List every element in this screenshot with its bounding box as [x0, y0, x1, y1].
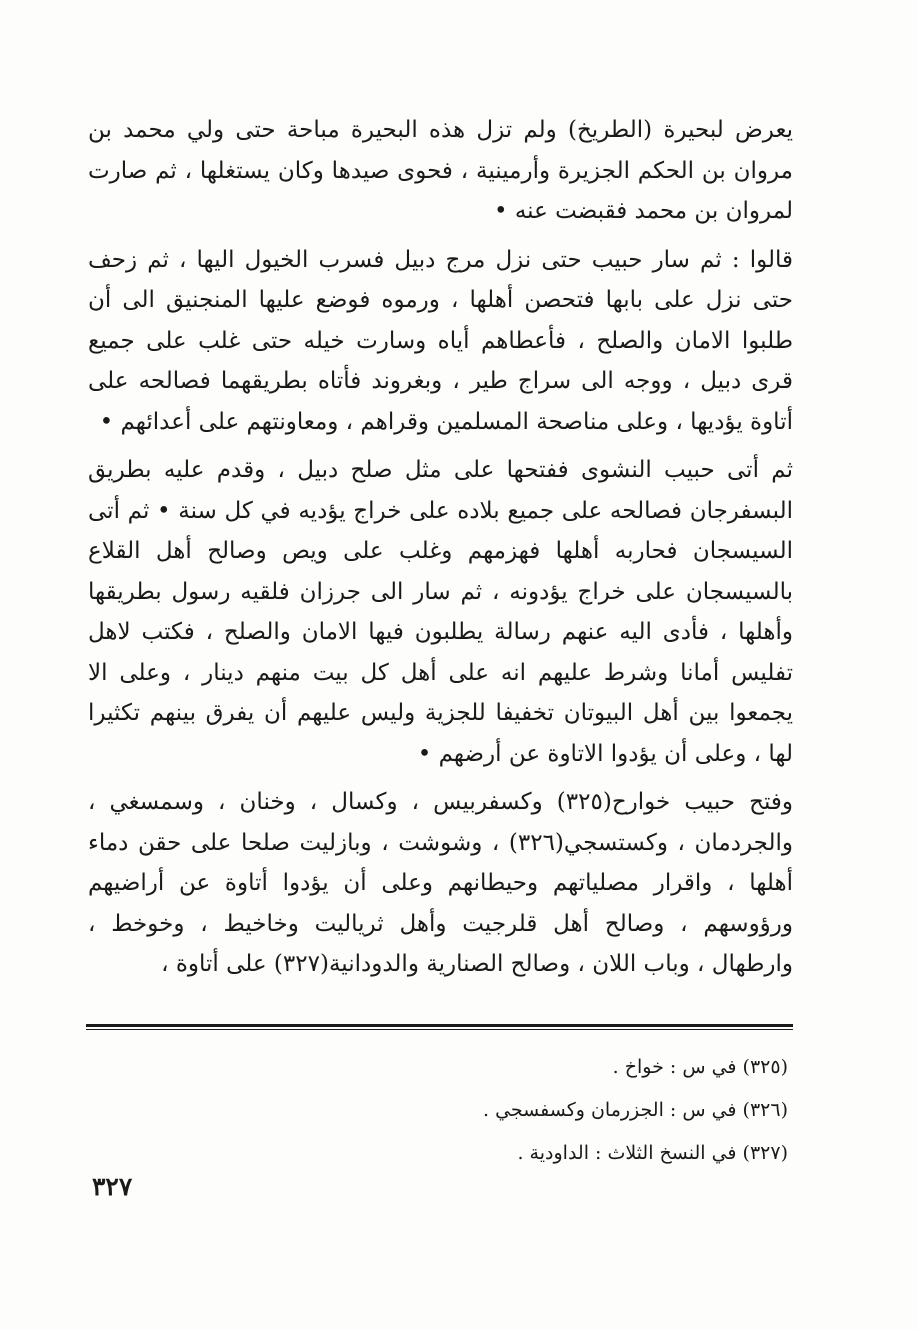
- footnote-327: (٣٢٧) في النسخ الثلاث : الداودية .: [517, 1142, 788, 1164]
- paragraph-1: يعرض لبحيرة (الطريخ) ولم تزل هذه البحيرة مباحة حتى ولي محمد بن مروان بن الحكم الجزيرة وأرمينية ، فحوى صيدها وكان يستغلها ، ثم صارت لمروان بن محمد فقبضت عنه •: [88, 117, 793, 224]
- footnotes: [88, 1046, 788, 1175]
- main-text: [88, 110, 793, 985]
- footnote-326: (٣٢٦) في س : الجزرمان وكسفسجي .: [483, 1099, 788, 1121]
- paragraph-3: ثم أتى حبيب النشوى ففتحها على مثل صلح دبيل ، وقدم عليه بطريق البسفرجان فصالحه على جميع بلاده على خراج يؤديه في كل سنة • ثم أتى السيسجان فحاربه أهلها فهزمهم وغلب على ويص وصالح أهل القلاع بالسيسجان على خراج يؤدونه ، ثم سار الى جرزان فلقيه رسول بطريقها وأهلها ، فأدى اليه عنهم رسالة يطلبون فيها الامان والصلح ، فكتب لاهل تفليس أمانا وشرط عليهم انه على أهل كل بيت منهم دينار ، وعلى الا يجمعوا بين أهل البيوتان تخفيفا للجزية وليس عليهم أن يفرق بينهم تكثيرا لها ، وعلى أن يؤدوا الاتاوة عن أرضهم •: [88, 457, 793, 767]
- paragraph-2: قالوا : ثم سار حبيب حتى نزل مرج دبيل فسرب الخيول اليها ، ثم زحف حتى نزل على بابها فتحصن أهلها ، ورموه فوضع عليها المنجنيق الى أن طلبوا الامان والصلح ، فأعطاهم أياه وسارت خيله حتى غلب على جميع قرى دبيل ، ووجه الى سراج طير ، وبغروند فأتاه بطريقهما فصالحه على أتاوة يؤديها ، وعلى مناصحة المسلمين وقراهم ، ومعاونتهم على أعدائهم •: [88, 246, 793, 435]
- page-number: ٣٢٧: [92, 1172, 133, 1201]
- footnote-divider: [86, 1024, 793, 1027]
- paragraph-4: وفتح حبيب خوارح(٣٢٥) وكسفربيس ، وكسال ، وخنان ، وسمسغي ، والجردمان ، وكستسجي(٣٢٦) ، وشوشت ، وبازليت صلحا على حقن دماء أهلها ، واقرار مصلياتهم وحيطانهم وعلى أن يؤدوا أتاوة عن أراضيهم ورؤوسهم ، وصالح أهل قلرجيت وأهل ثرياليت وخاخيط ، وخوخط ، وارطهال ، وباب اللان ، وصالح الصنارية والدودانية(٣٢٧) على أتاوة ،: [88, 789, 793, 977]
- footnote-325: (٣٢٥) في س : خواخ .: [612, 1056, 788, 1078]
